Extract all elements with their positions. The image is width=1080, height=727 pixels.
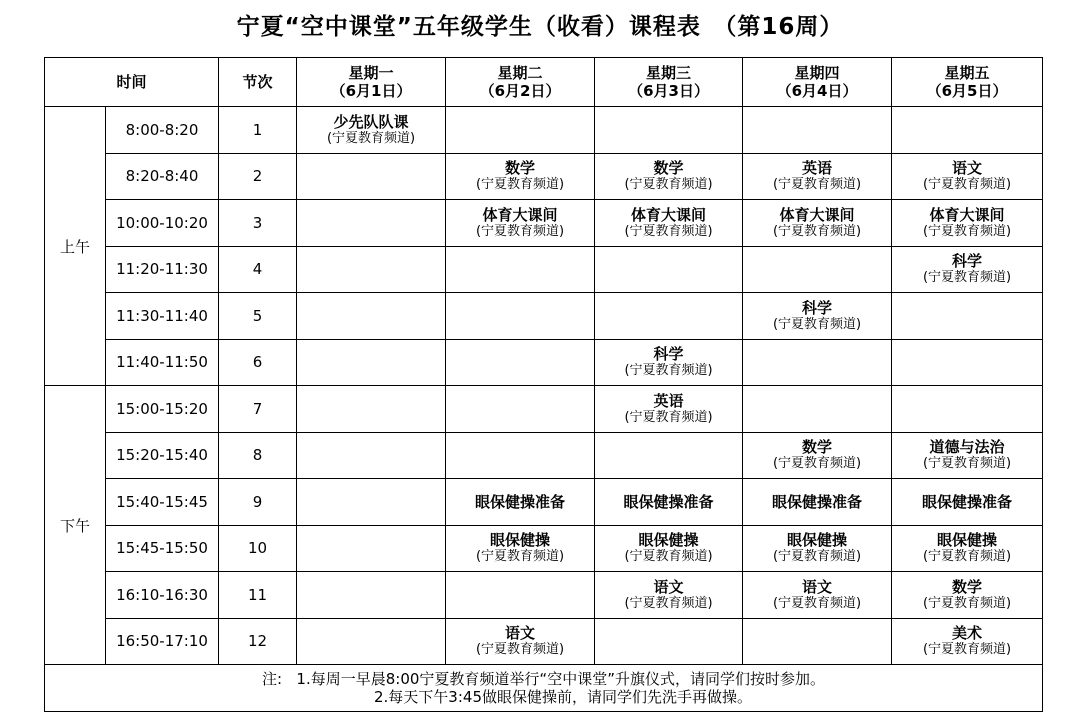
course-channel: (宁夏教育频道) [624, 223, 713, 239]
table-row [45, 153, 1043, 200]
course-channel: (宁夏教育频道) [475, 642, 565, 658]
course-cell [743, 432, 892, 479]
course-cell [595, 107, 743, 154]
time-cell: 8:00-8:20 [106, 107, 219, 154]
header-day [595, 58, 743, 107]
course-cell [595, 153, 743, 200]
header-date: （6月5日） [926, 82, 1008, 100]
course-channel: (宁夏教育频道) [922, 223, 1012, 239]
course-cell [892, 479, 1043, 526]
course-name: 语文 [505, 624, 536, 643]
course-name: 数学 [505, 159, 536, 178]
session-number: 1 [219, 107, 297, 154]
course-name: 少先队队课 [333, 112, 409, 131]
table-row [45, 618, 1043, 665]
table-footer [45, 665, 1043, 712]
table-row [45, 246, 1043, 293]
table-row [45, 479, 1043, 526]
course-channel: (宁夏教育频道) [624, 595, 713, 611]
table-row [45, 572, 1043, 619]
session-number: 3 [219, 200, 297, 247]
time-cell: 16:50-17:10 [106, 618, 219, 665]
course-cell [297, 432, 446, 479]
header-day [297, 58, 446, 107]
header-session: 节次 [219, 58, 297, 107]
course-cell [892, 525, 1043, 572]
time-cell: 11:20-11:30 [106, 246, 219, 293]
course-cell [595, 293, 743, 340]
course-name: 语文 [653, 577, 684, 596]
header-date: （6月3日） [628, 82, 709, 100]
time-cell: 15:40-15:45 [106, 479, 219, 526]
course-cell [297, 572, 446, 619]
course-cell [446, 386, 595, 433]
time-cell: 15:20-15:40 [106, 432, 219, 479]
course-cell [595, 246, 743, 293]
course-name: 科学 [802, 298, 833, 317]
course-name: 体育大课间 [779, 205, 855, 224]
course-name: 美术 [952, 624, 983, 643]
session-number: 6 [219, 339, 297, 386]
course-channel: (宁夏教育频道) [772, 223, 862, 239]
time-cell: 16:10-16:30 [106, 572, 219, 619]
course-cell [595, 386, 743, 433]
session-number: 9 [219, 479, 297, 526]
course-cell [595, 432, 743, 479]
session-number: 4 [219, 246, 297, 293]
course-cell [595, 339, 743, 386]
course-cell [743, 572, 892, 619]
course-cell [743, 618, 892, 665]
course-name: 英语 [802, 159, 833, 178]
course-name: 眼保健操准备 [922, 492, 1013, 511]
session-number: 7 [219, 386, 297, 433]
period-label: 上午 [45, 107, 106, 386]
course-channel: (宁夏教育频道) [922, 456, 1012, 472]
course-channel: (宁夏教育频道) [922, 595, 1012, 611]
course-name: 英语 [653, 391, 684, 410]
header-weekday: 星期四 [794, 64, 840, 82]
notes-row [45, 665, 1043, 712]
course-cell [892, 200, 1043, 247]
course-cell [743, 293, 892, 340]
course-name: 眼保健操 [490, 531, 551, 550]
course-name: 眼保健操准备 [772, 492, 863, 511]
course-cell [743, 107, 892, 154]
course-cell [892, 432, 1043, 479]
course-cell [446, 293, 595, 340]
course-cell [446, 572, 595, 619]
note-line-2: 2.每天下午3:45做眼保健操前，请同学们先洗手再做操。 [374, 687, 752, 706]
session-number: 12 [219, 618, 297, 665]
header-date: （6月1日） [330, 82, 412, 100]
header-weekday: 星期五 [944, 64, 990, 82]
course-cell [892, 246, 1043, 293]
time-cell: 11:40-11:50 [106, 339, 219, 386]
table-header [45, 58, 1043, 107]
course-cell [297, 339, 446, 386]
course-cell [743, 386, 892, 433]
course-cell [297, 386, 446, 433]
course-channel: (宁夏教育频道) [772, 316, 862, 332]
course-cell [595, 618, 743, 665]
course-cell [892, 572, 1043, 619]
course-cell [446, 479, 595, 526]
page-title: 宁夏“空中课堂”五年级学生（收看）课程表 （第16周） [236, 14, 844, 40]
period-label: 下午 [45, 386, 106, 665]
course-cell [297, 479, 446, 526]
time-cell: 8:20-8:40 [106, 153, 219, 200]
table-row [45, 339, 1043, 386]
header-day [446, 58, 595, 107]
course-cell [743, 246, 892, 293]
header-weekday: 星期三 [646, 64, 692, 82]
course-channel: (宁夏教育频道) [922, 549, 1012, 565]
table-row [45, 386, 1043, 433]
course-channel: (宁夏教育频道) [624, 363, 713, 379]
course-cell [743, 525, 892, 572]
header-weekday: 星期二 [497, 64, 543, 82]
course-cell [892, 618, 1043, 665]
course-cell [743, 339, 892, 386]
course-cell [892, 107, 1043, 154]
course-name: 体育大课间 [631, 205, 707, 224]
table-row [45, 525, 1043, 572]
course-name: 数学 [952, 577, 983, 596]
course-name: 数学 [802, 438, 833, 457]
course-channel: (宁夏教育频道) [772, 595, 862, 611]
header-date: （6月2日） [479, 82, 561, 100]
course-name: 语文 [802, 577, 833, 596]
course-cell [595, 572, 743, 619]
course-cell [892, 339, 1043, 386]
table-body [45, 107, 1043, 665]
course-cell [595, 525, 743, 572]
course-cell [446, 107, 595, 154]
course-cell [743, 200, 892, 247]
course-name: 眼保健操 [787, 531, 848, 550]
header-day [892, 58, 1043, 107]
course-channel: (宁夏教育频道) [922, 642, 1012, 658]
course-name: 眼保健操准备 [623, 492, 714, 511]
schedule-table [44, 57, 1043, 712]
course-channel: (宁夏教育频道) [475, 177, 565, 193]
course-cell [743, 479, 892, 526]
header-time: 时间 [45, 58, 219, 107]
notes-cell [45, 665, 1043, 712]
course-channel: (宁夏教育频道) [772, 456, 862, 472]
course-cell [446, 432, 595, 479]
session-number: 2 [219, 153, 297, 200]
course-cell [446, 153, 595, 200]
course-cell [297, 293, 446, 340]
notes-label: 注: [262, 669, 283, 688]
course-cell [892, 153, 1043, 200]
course-cell [743, 153, 892, 200]
course-name: 道德与法治 [929, 438, 1005, 457]
course-channel: (宁夏教育频道) [624, 549, 713, 565]
course-name: 体育大课间 [482, 205, 558, 224]
course-cell [446, 246, 595, 293]
header-day [743, 58, 892, 107]
course-cell [595, 479, 743, 526]
table-row [45, 293, 1043, 340]
time-cell: 15:45-15:50 [106, 525, 219, 572]
course-cell [595, 200, 743, 247]
course-cell [446, 618, 595, 665]
note-line-1: 注: 1.每周一早晨8:00宁夏教育频道举行“空中课堂”升旗仪式，请同学们按时参加。 [262, 669, 825, 688]
course-cell [297, 246, 446, 293]
course-channel: (宁夏教育频道) [772, 177, 862, 193]
session-number: 5 [219, 293, 297, 340]
session-number: 11 [219, 572, 297, 619]
course-cell [297, 153, 446, 200]
table-row [45, 432, 1043, 479]
table-row [45, 107, 1043, 154]
header-weekday: 星期一 [348, 64, 394, 82]
course-name: 体育大课间 [929, 205, 1005, 224]
course-name: 数学 [653, 159, 684, 178]
course-channel: (宁夏教育频道) [326, 130, 416, 146]
course-name: 眼保健操 [937, 531, 998, 550]
course-channel: (宁夏教育频道) [475, 549, 565, 565]
course-name: 眼保健操准备 [475, 492, 566, 511]
course-name: 眼保健操 [638, 531, 699, 550]
session-number: 10 [219, 525, 297, 572]
course-name: 科学 [952, 252, 983, 271]
time-cell: 11:30-11:40 [106, 293, 219, 340]
course-cell [446, 525, 595, 572]
course-channel: (宁夏教育频道) [772, 549, 862, 565]
time-cell: 10:00-10:20 [106, 200, 219, 247]
course-channel: (宁夏教育频道) [624, 177, 713, 193]
course-cell [297, 200, 446, 247]
header-row [45, 58, 1043, 107]
course-cell [297, 107, 446, 154]
course-channel: (宁夏教育频道) [922, 270, 1012, 286]
course-name: 科学 [653, 345, 684, 364]
time-cell: 15:00-15:20 [106, 386, 219, 433]
header-date: （6月4日） [776, 82, 858, 100]
course-cell [297, 525, 446, 572]
course-cell [446, 200, 595, 247]
course-cell [446, 339, 595, 386]
course-name: 语文 [952, 159, 983, 178]
course-channel: (宁夏教育频道) [922, 177, 1012, 193]
session-number: 8 [219, 432, 297, 479]
table-row [45, 200, 1043, 247]
course-cell [297, 618, 446, 665]
course-channel: (宁夏教育频道) [624, 409, 713, 425]
course-channel: (宁夏教育频道) [475, 223, 565, 239]
course-cell [892, 293, 1043, 340]
course-cell [892, 386, 1043, 433]
